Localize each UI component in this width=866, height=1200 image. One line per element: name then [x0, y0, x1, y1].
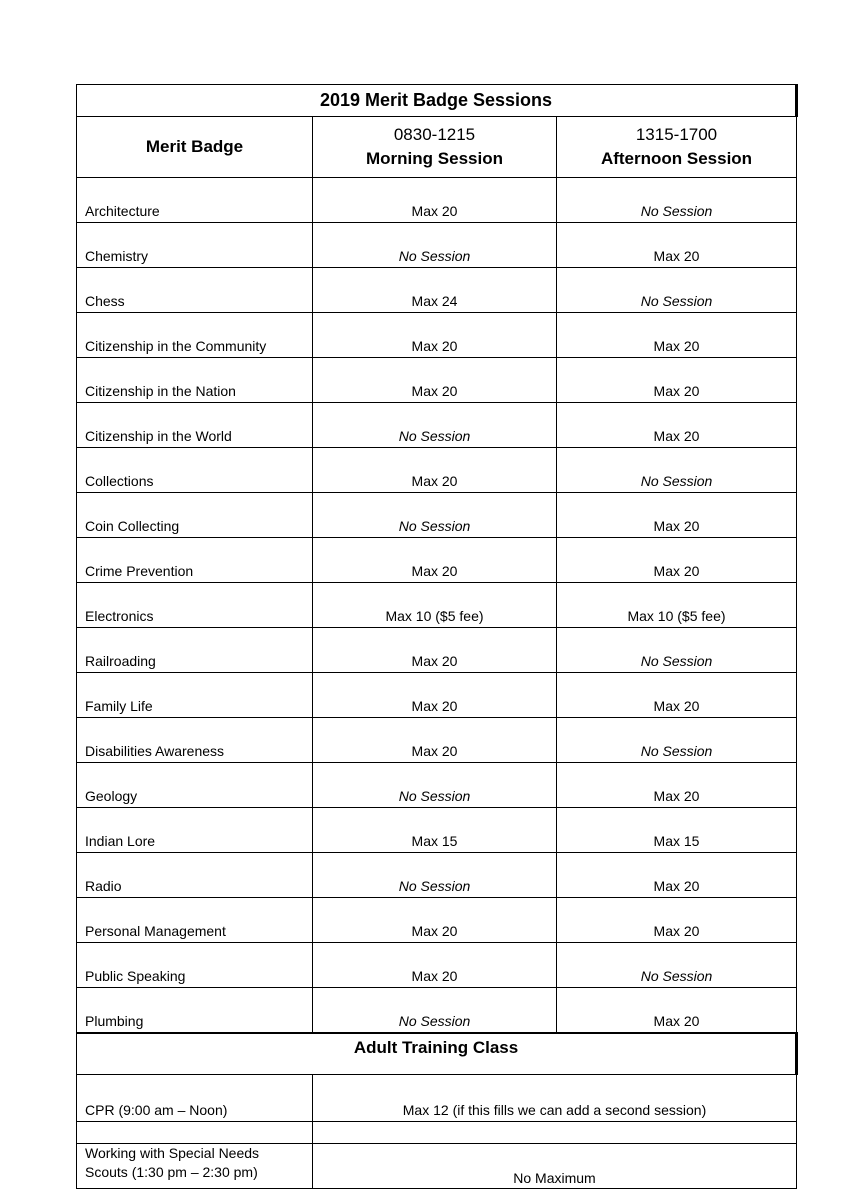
morning-cell: Max 20	[313, 313, 557, 358]
badge-name: Citizenship in the Community	[77, 313, 313, 358]
column-header-morning	[313, 117, 557, 178]
spacer-cell	[313, 1122, 797, 1144]
table-row	[77, 763, 797, 808]
table-row	[77, 988, 797, 1034]
spacer-cell	[77, 1122, 313, 1144]
table-row	[77, 538, 797, 583]
afternoon-cell: No Session	[557, 718, 797, 763]
adult-class-name	[77, 1075, 313, 1122]
afternoon-cell: Max 20	[557, 763, 797, 808]
adult-class-name	[77, 1144, 313, 1189]
morning-cell: Max 20	[313, 358, 557, 403]
adult-class-row	[77, 1075, 797, 1122]
afternoon-cell: No Session	[557, 628, 797, 673]
table-row	[77, 808, 797, 853]
adult-class-note: Max 12 (if this fills we can add a second session)	[313, 1075, 797, 1122]
morning-cell: Max 24	[313, 268, 557, 313]
badge-name: Citizenship in the World	[77, 403, 313, 448]
badge-name: Disabilities Awareness	[77, 718, 313, 763]
afternoon-cell: Max 20	[557, 313, 797, 358]
afternoon-cell: No Session	[557, 943, 797, 988]
afternoon-time: 1315-1700	[635, 125, 718, 144]
morning-cell: Max 20	[313, 628, 557, 673]
adult-class-row	[77, 1144, 797, 1189]
afternoon-cell: Max 20	[557, 853, 797, 898]
table-row	[77, 583, 797, 628]
header-row	[77, 117, 797, 178]
morning-cell: No Session	[313, 493, 557, 538]
afternoon-cell: Max 20	[557, 403, 797, 448]
morning-cell: Max 20	[313, 898, 557, 943]
table-row	[77, 493, 797, 538]
afternoon-cell: Max 20	[557, 358, 797, 403]
badge-name: Architecture	[77, 178, 313, 223]
adult-class-name-line: Working with Special Needs	[85, 1145, 260, 1161]
afternoon-cell: No Session	[557, 178, 797, 223]
afternoon-cell: Max 20	[557, 493, 797, 538]
morning-cell: Max 20	[313, 718, 557, 763]
badge-name: Citizenship in the Nation	[77, 358, 313, 403]
table-row	[77, 898, 797, 943]
morning-cell: Max 20	[313, 448, 557, 493]
morning-cell: No Session	[313, 403, 557, 448]
morning-cell: No Session	[313, 763, 557, 808]
morning-cell: Max 20	[313, 178, 557, 223]
table-row	[77, 358, 797, 403]
morning-cell: No Session	[313, 853, 557, 898]
badge-name: Coin Collecting	[77, 493, 313, 538]
column-header-afternoon	[557, 117, 797, 178]
badge-name: Plumbing	[77, 988, 313, 1034]
table-row	[77, 448, 797, 493]
title-row	[77, 85, 797, 117]
badge-name: Chess	[77, 268, 313, 313]
morning-cell: No Session	[313, 988, 557, 1034]
adult-title-row	[77, 1033, 797, 1075]
badge-name: Personal Management	[77, 898, 313, 943]
merit-badge-table	[76, 84, 798, 1189]
afternoon-cell: Max 20	[557, 223, 797, 268]
morning-cell: No Session	[313, 223, 557, 268]
afternoon-cell: No Session	[557, 268, 797, 313]
spacer-row	[77, 1122, 797, 1144]
badge-name: Family Life	[77, 673, 313, 718]
adult-class-note: No Maximum	[313, 1144, 797, 1189]
afternoon-cell: Max 20	[557, 898, 797, 943]
badge-name: Indian Lore	[77, 808, 313, 853]
badge-name: Chemistry	[77, 223, 313, 268]
afternoon-cell: Max 10 ($5 fee)	[557, 583, 797, 628]
table-row	[77, 313, 797, 358]
table-row	[77, 628, 797, 673]
badge-name: Radio	[77, 853, 313, 898]
adult-training-title: Adult Training Class	[77, 1033, 797, 1075]
morning-cell: Max 20	[313, 943, 557, 988]
adult-class-name-line: Scouts (1:30 pm – 2:30 pm)	[85, 1164, 258, 1180]
column-header-merit-badge: Merit Badge	[77, 117, 313, 178]
badge-name: Collections	[77, 448, 313, 493]
badge-name: Electronics	[77, 583, 313, 628]
badge-name: Public Speaking	[77, 943, 313, 988]
afternoon-cell: Max 20	[557, 538, 797, 583]
afternoon-label: Afternoon Session	[600, 149, 753, 168]
morning-cell: Max 15	[313, 808, 557, 853]
table-row	[77, 268, 797, 313]
badge-name: Crime Prevention	[77, 538, 313, 583]
table-row	[77, 943, 797, 988]
table-title: 2019 Merit Badge Sessions	[77, 85, 797, 117]
table-row	[77, 178, 797, 223]
morning-cell: Max 20	[313, 538, 557, 583]
badge-name: Geology	[77, 763, 313, 808]
adult-class-name-line: CPR (9:00 am – Noon)	[85, 1102, 228, 1118]
morning-cell: Max 10 ($5 fee)	[313, 583, 557, 628]
table-row	[77, 853, 797, 898]
morning-cell: Max 20	[313, 673, 557, 718]
afternoon-cell: Max 15	[557, 808, 797, 853]
table-row	[77, 223, 797, 268]
table-row	[77, 673, 797, 718]
afternoon-cell: No Session	[557, 448, 797, 493]
afternoon-cell: Max 20	[557, 673, 797, 718]
table-row	[77, 403, 797, 448]
badge-name: Railroading	[77, 628, 313, 673]
morning-time: 0830-1215	[393, 125, 476, 144]
afternoon-cell: Max 20	[557, 988, 797, 1034]
table-row	[77, 718, 797, 763]
morning-label: Morning Session	[366, 149, 503, 168]
